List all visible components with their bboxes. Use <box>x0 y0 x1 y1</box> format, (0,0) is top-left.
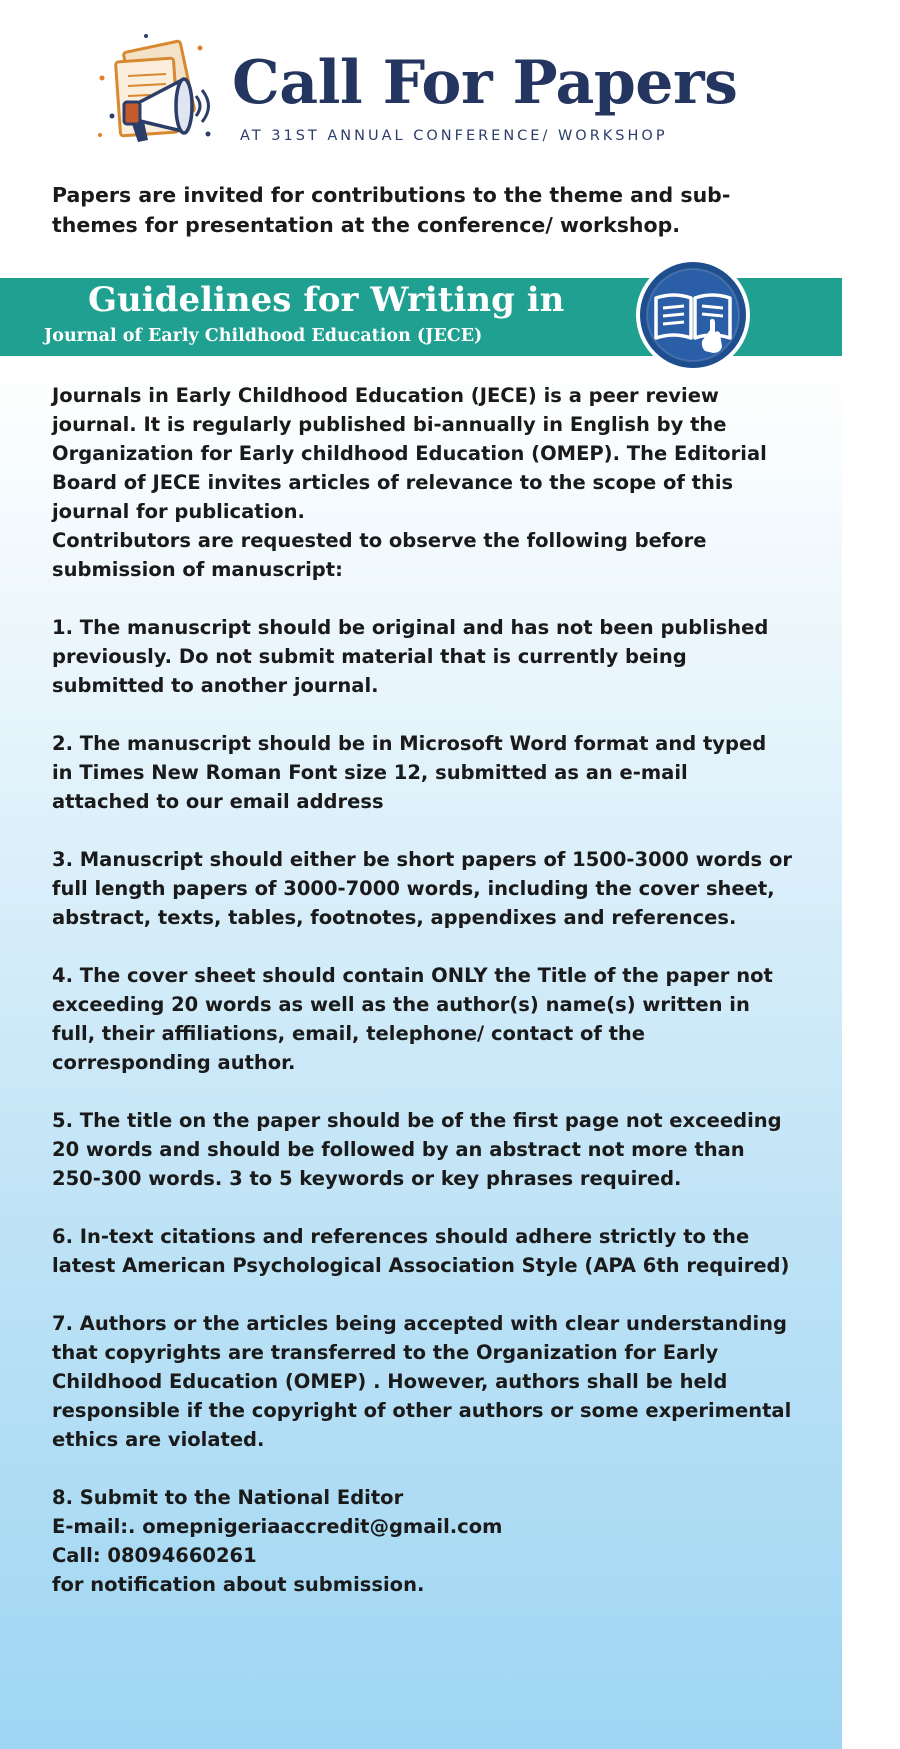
guideline-item: 4. The cover sheet should contain ONLY the Title of the paper not exceeding 20 words as well as the author(s) name(s) written in full, their affiliations, email, telephone/ contact of the corresponding author. <box>52 964 773 1074</box>
guideline-item: 6. In-text citations and references should adhere strictly to the latest American Psychological Association Style (APA 6th required) <box>52 1225 790 1277</box>
megaphone-papers-icon <box>90 30 220 160</box>
submission-note: for notification about submission. <box>52 1573 425 1596</box>
submission-request: Contributors are requested to observe the following before submission of manuscript: <box>52 529 707 581</box>
submission-phone[interactable]: Call: 08094660261 <box>52 1544 257 1567</box>
page-subtitle: AT 31ST ANNUAL CONFERENCE/ WORKSHOP <box>240 128 668 144</box>
guidelines-body <box>52 381 792 1599</box>
guideline-item: 3. Manuscript should either be short papers of 1500-3000 words or full length papers of 3000-7000 words, including the cover sheet, abstract, texts, tables, footnotes, appendixes and references. <box>52 848 792 929</box>
guideline-item: 2. The manuscript should be in Microsoft Word format and typed in Times New Roman Font size 12, submitted as an e-mail attached to our email address <box>52 732 767 813</box>
right-margin <box>842 0 900 1749</box>
intro-text: Papers are invited for contributions to the theme and sub-themes for presentation at the conference/ workshop. <box>52 183 731 237</box>
journal-description: Journals in Early Childhood Education (JECE) is a peer review journal. It is regularly published bi-annually in English by the Organization for Early childhood Education (OMEP). The Editorial Board of JECE invites articles of relevance to the scope of this journal for publication. <box>52 384 767 523</box>
guideline-item: 1. The manuscript should be original and has not been published previously. Do not submit material that is currently being submitted to another journal. <box>52 616 769 697</box>
submission-details <box>52 1483 792 1599</box>
submission-email[interactable]: E-mail:. omepnigeriaaccredit@gmail.com <box>52 1515 503 1538</box>
banner-title: Guidelines for Writing in <box>88 280 565 320</box>
submission-heading: 8. Submit to the National Editor <box>52 1486 404 1509</box>
banner-subtitle: Journal of Early Childhood Education (JECE) <box>44 326 483 346</box>
page-title: Call For Papers <box>232 48 738 118</box>
open-book-icon <box>634 256 752 374</box>
guideline-item: 7. Authors or the articles being accepted with clear understanding that copyrights are transferred to the Organization for Early Childhood Education (OMEP) . However, authors shall be held responsible if the copyright of other authors or some experimental ethics are violated. <box>52 1312 792 1451</box>
guideline-item: 5. The title on the paper should be of the first page not exceeding 20 words and should be followed by an abstract not more than 250-300 words. 3 to 5 keywords or key phrases required. <box>52 1109 782 1190</box>
